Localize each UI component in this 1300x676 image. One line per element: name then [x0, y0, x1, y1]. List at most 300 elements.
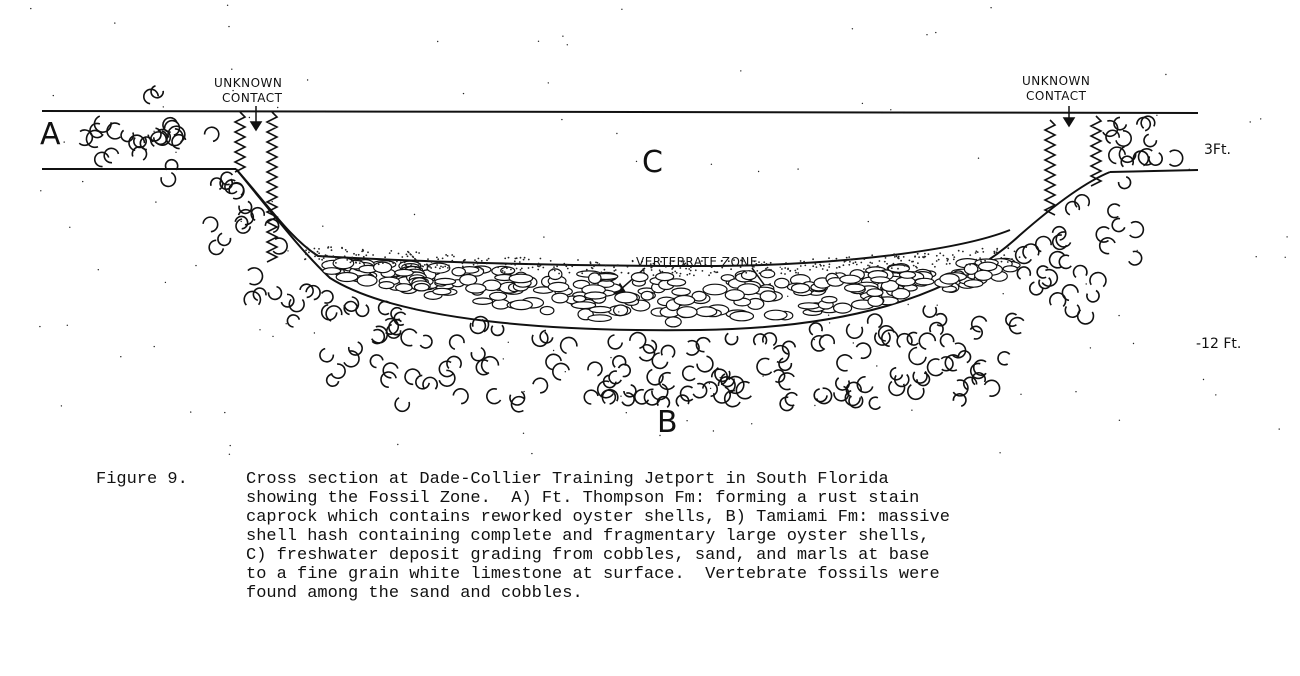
sand-dot [165, 282, 166, 283]
sand-dot [412, 256, 414, 258]
sand-dot [934, 266, 936, 268]
oyster-shell-mark [588, 362, 602, 376]
sand-dot [621, 272, 623, 274]
sand-dot [524, 257, 526, 259]
oyster-shell-mark [757, 358, 772, 374]
oyster-shell-mark [121, 130, 133, 141]
sand-dot [800, 265, 802, 267]
caption-line: shell hash containing complete and fragmentary large oyster shells, [246, 527, 930, 546]
oyster-shell-mark [287, 315, 299, 327]
sand-dot [330, 246, 332, 248]
sand-dot [355, 254, 357, 256]
oyster-shell-mark [395, 398, 409, 411]
oyster-shell-mark [561, 337, 577, 353]
oyster-shell-mark [1017, 267, 1030, 279]
sand-dot [628, 272, 630, 274]
sand-dot [829, 322, 830, 323]
sand-dot [153, 131, 154, 132]
sand-dot [908, 304, 909, 305]
sand-dot [577, 259, 579, 261]
unknown-contact-left-line1: UNKNOWN [214, 76, 283, 90]
cobble-mark [395, 269, 413, 276]
sand-dot [437, 261, 439, 263]
sand-dot [1256, 256, 1257, 257]
sand-dot [69, 227, 70, 228]
cobble-mark [631, 273, 648, 282]
sand-dot [848, 256, 850, 258]
cobble-mark [867, 289, 883, 297]
oyster-shell-mark [879, 326, 894, 341]
sand-dot [879, 260, 881, 262]
oyster-shell-mark [940, 334, 953, 347]
sand-dot [528, 267, 530, 269]
sand-dot [543, 236, 544, 237]
sand-dot [598, 274, 600, 276]
sand-dot [653, 274, 655, 276]
sand-dot [759, 272, 761, 274]
cobble-mark [540, 307, 554, 315]
oyster-shell-mark [837, 355, 852, 371]
sand-dot [947, 260, 949, 262]
sand-dot [308, 252, 310, 254]
sand-dot [794, 270, 796, 272]
sand-dot [155, 201, 156, 202]
oyster-shell-mark [487, 389, 501, 404]
cobble-mark [641, 291, 653, 300]
sand-dot [384, 256, 386, 258]
sand-dot [863, 268, 865, 270]
sand-dot [918, 256, 920, 258]
unknown-contact-right-line1: UNKNOWN [1022, 74, 1091, 88]
sand-dot [551, 269, 553, 271]
oyster-shell-mark [972, 316, 987, 331]
sand-dot [331, 249, 333, 251]
cobble-mark [900, 272, 916, 279]
ground-surface-line [42, 111, 1198, 113]
sand-dot [613, 270, 615, 272]
sand-dot [621, 9, 622, 10]
sand-dot [820, 265, 822, 267]
sand-dot [453, 256, 455, 258]
unknown-contact-zigzag [1045, 120, 1055, 215]
oyster-shell-mark [209, 240, 223, 254]
oyster-shell-mark [856, 343, 870, 358]
depth-top-label: 3Ft. [1204, 142, 1231, 158]
cobble-mark [871, 277, 890, 283]
unknown-contact-lines [235, 112, 1101, 262]
sand-dot [610, 357, 611, 358]
sand-dot [361, 251, 363, 253]
sand-dot [1003, 293, 1004, 294]
oyster-shell-mark [107, 123, 120, 139]
sand-dot [762, 375, 763, 376]
sand-dot [978, 158, 979, 159]
cobble-mark [490, 292, 507, 300]
oyster-shell-mark [218, 233, 231, 245]
sand-dot [424, 264, 426, 266]
sand-dot [406, 254, 408, 256]
cobble-mark [323, 268, 341, 275]
sand-dot [481, 268, 483, 270]
depth-bottom-label: -12 Ft. [1196, 336, 1242, 352]
sand-dot [815, 263, 817, 265]
unknown-contact-left-line2: CONTACT [222, 91, 283, 105]
sand-dot [561, 119, 562, 120]
sand-dot [903, 256, 905, 258]
sand-dot [928, 253, 930, 255]
sand-dot [565, 265, 567, 267]
sand-dot [822, 268, 824, 270]
sand-dot [321, 259, 323, 261]
cobble-mark [834, 303, 852, 313]
oyster-shell-mark [890, 368, 902, 380]
sand-dot [836, 258, 838, 260]
sand-dot [437, 258, 439, 260]
sand-dot [695, 269, 697, 271]
oyster-shell-mark [471, 348, 485, 361]
sand-dot [711, 164, 712, 165]
sand-dot [314, 256, 316, 258]
sand-dot [605, 265, 607, 267]
caption-line: to a fine grain white limestone at surface. Vertebrate fossils were [246, 565, 940, 584]
sand-dot [797, 168, 798, 169]
sand-dot [586, 269, 588, 271]
cobble-mark [822, 297, 837, 303]
sand-dot [431, 261, 433, 263]
sand-dot [63, 141, 64, 142]
unknown-contact-zigzag [1091, 116, 1101, 186]
sand-dot [400, 261, 402, 263]
sand-dot [1020, 394, 1021, 395]
sand-dot [862, 103, 863, 104]
sand-dot [1019, 256, 1021, 258]
sand-dot [853, 342, 854, 343]
sand-dot [548, 82, 549, 83]
oyster-shell-mark [381, 372, 396, 387]
sand-dot [415, 251, 417, 253]
sand-dot [241, 221, 242, 222]
cobble-mark [510, 300, 532, 309]
sand-dot [1119, 420, 1120, 421]
sand-dot [693, 275, 695, 277]
oyster-shell-mark [693, 384, 706, 398]
cobble-mark [730, 311, 754, 320]
sand-dot [98, 269, 99, 270]
oyster-shell-mark [697, 356, 713, 372]
sand-dot [996, 248, 998, 250]
sand-dot [414, 214, 415, 215]
sand-dot [996, 251, 998, 253]
sand-dot [305, 249, 307, 251]
sand-dot [894, 256, 896, 258]
sand-dot [636, 161, 637, 162]
sand-dot [784, 267, 786, 269]
sand-dot [163, 106, 164, 107]
sand-dot [829, 263, 831, 265]
cobble-mark [703, 284, 727, 295]
sand-dot [523, 259, 525, 261]
sand-dot [537, 269, 539, 271]
sand-dot [272, 336, 273, 337]
sand-dot [67, 325, 68, 326]
oyster-shell-mark [1090, 273, 1106, 287]
sand-dot [926, 34, 927, 35]
sand-dot [436, 264, 438, 266]
sand-dot [869, 265, 871, 267]
sand-dot [889, 265, 891, 267]
oyster-shell-mark [322, 291, 333, 303]
sand-dot [506, 267, 508, 269]
oyster-shell-mark [630, 333, 646, 349]
sand-dot [856, 264, 858, 266]
sand-dot [672, 272, 674, 274]
oyster-shell-mark [923, 306, 936, 318]
oyster-shell-mark [1074, 266, 1087, 278]
oyster-shell-mark [320, 349, 333, 362]
sand-dot [249, 117, 250, 118]
unknown-contact-right-line2: CONTACT [1026, 89, 1087, 103]
cobble-mark [573, 296, 585, 302]
sand-dot [749, 270, 751, 272]
cobble-mark [336, 273, 358, 282]
oyster-shell-mark [985, 380, 1000, 396]
oyster-shell-mark [1108, 204, 1120, 218]
oyster-shell-mark [203, 217, 218, 232]
sand-dot [780, 267, 781, 268]
sand-dot [341, 247, 343, 249]
oyster-shell-mark [132, 147, 146, 160]
sand-dot [542, 267, 544, 269]
sand-dot [745, 272, 747, 274]
sand-dot [486, 259, 488, 261]
sand-dot [521, 268, 523, 270]
oyster-shell-mark [439, 361, 453, 376]
sand-dot [355, 262, 357, 264]
sand-dot [287, 250, 288, 251]
sand-dot [896, 256, 898, 258]
sand-dot [812, 258, 814, 260]
sand-dot [598, 263, 600, 265]
sand-dot [532, 267, 534, 269]
sand-dot [565, 371, 566, 372]
oyster-shell-mark [661, 345, 674, 357]
sand-dot [345, 249, 347, 251]
sand-dot [812, 265, 814, 267]
sand-dot [307, 247, 309, 249]
sand-dot [408, 252, 410, 254]
sand-dot [82, 181, 83, 182]
sand-dot [1286, 236, 1287, 237]
sand-dot [228, 26, 229, 27]
right-contact-arrowhead [1064, 118, 1074, 126]
oyster-shell-mark [401, 329, 417, 346]
sand-dot [528, 259, 530, 261]
oyster-shell-mark [908, 385, 924, 400]
oyster-shell-mark [930, 323, 943, 335]
sand-dot [1189, 169, 1190, 170]
sand-dot [30, 8, 31, 9]
cobble-mark [415, 284, 429, 291]
sand-dot [415, 259, 417, 261]
sand-dot [852, 28, 853, 29]
sand-dot [427, 258, 429, 260]
oyster-shell-mark [619, 364, 631, 376]
sand-dot [877, 265, 879, 267]
oyster-shell-mark [652, 353, 667, 368]
sand-dot [327, 247, 329, 249]
oyster-shell-mark [971, 363, 985, 378]
sand-dot [389, 252, 391, 254]
sand-dot [566, 264, 568, 266]
sand-dot [936, 255, 938, 257]
sand-dot [690, 270, 692, 272]
sand-dot [447, 255, 449, 257]
sand-dot [710, 388, 711, 389]
sand-dot [758, 261, 760, 263]
sand-dot [826, 269, 828, 271]
oyster-shell-mark [447, 356, 461, 368]
sand-dot [893, 263, 895, 265]
cobble-mark [396, 284, 412, 292]
oyster-shell-mark [248, 268, 263, 285]
sand-dot [787, 268, 789, 270]
sand-dot [1001, 261, 1003, 263]
sand-dot [922, 256, 924, 258]
caption-line: showing the Fossil Zone. A) Ft. Thompson Fm: forming a rust stain [246, 489, 920, 508]
sand-dot [538, 263, 540, 265]
oyster-shell-mark [95, 152, 109, 166]
sand-dot [643, 272, 645, 274]
sand-dot [982, 251, 984, 253]
sand-dot [363, 256, 365, 258]
sand-dot [1000, 257, 1002, 259]
sand-dot [418, 264, 419, 265]
sand-dot [581, 272, 583, 274]
sand-dot [713, 430, 714, 431]
sand-dot [335, 262, 337, 264]
oyster-shell-mark [1119, 177, 1131, 189]
sand-dot [958, 250, 960, 252]
sand-dot [911, 410, 912, 411]
sand-dot [418, 252, 420, 254]
oyster-shell-mark [1144, 134, 1156, 146]
sand-dot [436, 257, 438, 259]
sand-dot [313, 252, 315, 254]
sand-dot [520, 257, 522, 259]
vertebrate-zone-label: VERTEBRATE ZONE [636, 255, 758, 269]
sand-dot [567, 44, 568, 45]
sand-dot [410, 265, 412, 267]
sand-dot [1156, 115, 1157, 116]
sand-dot [322, 226, 323, 227]
oyster-shell-mark [553, 363, 569, 379]
sand-dot [848, 264, 850, 266]
cobble-mark [792, 284, 810, 293]
caption-line: C) freshwater deposit grading from cobbles, sand, and marls at base [246, 546, 930, 565]
sand-dot [514, 264, 516, 266]
cobble-mark [677, 307, 697, 318]
oyster-shell-mark [869, 397, 880, 409]
sand-dot [447, 267, 449, 269]
sand-dot [230, 445, 231, 446]
cobble-mark [940, 274, 959, 284]
sand-dot [953, 259, 955, 261]
sand-dot [514, 260, 516, 262]
sand-dot [855, 261, 857, 263]
cobble-mark [433, 288, 451, 294]
oyster-shell-mark [439, 370, 455, 386]
sand-dot [884, 261, 886, 263]
sand-dot [1075, 391, 1076, 392]
sand-dot [917, 262, 919, 264]
sand-dot [720, 377, 721, 378]
sand-dot [1133, 343, 1134, 344]
sand-dot [378, 263, 380, 265]
sand-dot [789, 270, 791, 272]
sand-dot [553, 350, 554, 351]
sand-dot [781, 268, 783, 270]
sand-dot [943, 255, 945, 257]
oyster-shell-mark [268, 287, 281, 300]
sand-dot [318, 248, 320, 250]
sand-dot [1007, 247, 1009, 249]
sand-dot [360, 260, 362, 262]
oyster-shell-mark [1050, 293, 1066, 307]
sand-dot [351, 260, 353, 262]
cobble-mark [357, 275, 377, 286]
sand-dot [849, 261, 851, 263]
oyster-shell-mark [847, 324, 863, 338]
oyster-shell-mark [919, 333, 935, 349]
oyster-shell-mark [1137, 117, 1150, 130]
oyster-shell-mark [681, 386, 693, 401]
sand-dot [346, 259, 348, 261]
sand-dot [195, 265, 196, 266]
cobble-mark [435, 278, 456, 284]
sand-dot [556, 266, 558, 268]
sand-dot [982, 248, 984, 250]
sand-dot [809, 269, 811, 271]
sand-dot [924, 256, 926, 258]
channel-fill-upper-boundary [236, 169, 1010, 266]
sand-dot [898, 258, 900, 260]
sand-dot [481, 260, 483, 262]
sand-dot [120, 356, 121, 357]
sand-dot [417, 378, 418, 379]
sand-dot [520, 269, 522, 271]
oyster-shell-mark [785, 393, 797, 406]
cobble-mark [742, 271, 757, 280]
sand-dot [190, 411, 191, 412]
sand-dot [224, 412, 225, 413]
sand-dot [995, 259, 997, 261]
sand-dot [740, 70, 741, 71]
cobble-mark [775, 278, 789, 288]
sand-dot [912, 261, 914, 263]
sand-dot [553, 266, 555, 268]
sand-dot [886, 263, 888, 265]
caprock-base-line-right [1110, 170, 1198, 172]
left-contact-arrowhead [251, 122, 261, 130]
sand-dot [367, 251, 369, 253]
sand-dot [462, 266, 464, 268]
oyster-shell-mark [1100, 238, 1115, 254]
sand-dot [975, 252, 977, 254]
sand-dot [463, 260, 465, 262]
sand-dot [332, 255, 334, 257]
caption-line: Cross section at Dade-Collier Training Jetport in South Florida [246, 470, 889, 489]
sand-dot [620, 396, 621, 397]
